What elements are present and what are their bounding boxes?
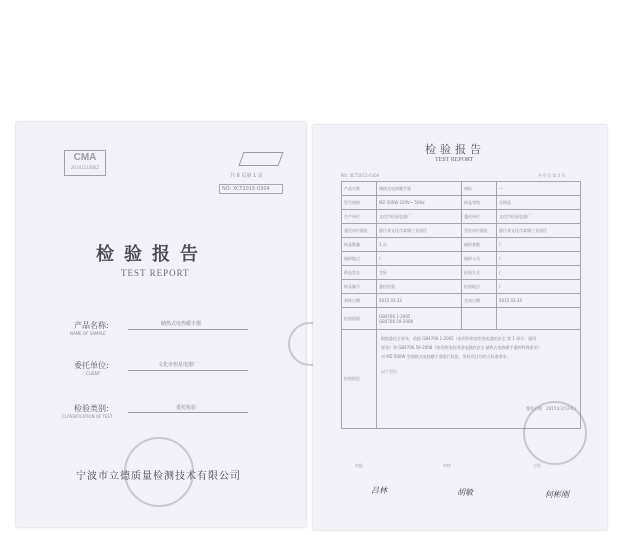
report-number: NO: XCT2015-0304: [219, 184, 283, 194]
conclusion-line: 要求》和 GB4706.59-2008《家用和类似用途电器的安全 储热式电热暖手器的特殊要求》: [381, 345, 542, 350]
cma-logo: [64, 150, 106, 176]
report-seal-stamp: [523, 401, 587, 465]
table-row: 样品状态 完好 检验方式 /: [342, 266, 581, 280]
client-value: 文化市恒星电器厂: [158, 362, 199, 368]
table-row: 检验依据 GB4706.1-2005 GB4706.59-2008: [342, 308, 581, 330]
table-row: 来样日期 2015.03.22 完成日期 2015.03.24: [342, 294, 581, 308]
signature-reviewer: 胡敏: [457, 488, 473, 497]
cma-logo-text: CMA: [73, 152, 97, 163]
cover-title-en: TEST REPORT: [121, 268, 190, 278]
test-category-value: 委托检验: [176, 405, 197, 411]
table-row: 型号规格 MZ-500W 220V~ 50Hz 样品等级 合格品: [342, 196, 581, 210]
issuing-company: 宁波市立德质量检测技术有限公司: [76, 471, 241, 482]
report-title: 检验报告: [425, 143, 485, 156]
table-row: 抽样地点 / 抽样人员 /: [342, 252, 581, 266]
report-title-en: TEST REPORT: [435, 157, 474, 163]
test-category-label: 检验类别:: [74, 404, 109, 413]
signature-inspector: 何彬刚: [545, 490, 569, 499]
table-row: 委托单位地址 浙江省文化市某镇工业园区 受检单位地址 浙江省文化市某镇工业园区: [342, 224, 581, 238]
lab-logo: [238, 152, 283, 166]
conclusion-label: 检验结论: [342, 330, 377, 429]
page-indicator: 共 6 页 第 2 页: [538, 173, 566, 178]
report-info-table: [341, 181, 581, 429]
sample-name-underline: [128, 329, 248, 330]
signature-approver: 吕林: [371, 486, 387, 495]
conclusion-line: 对 MZ-500W 型储热式电热暖手器进行检验，所检项目均符合标准要求。: [381, 354, 511, 359]
page-indicator: 共 6 页第 1 页: [230, 173, 263, 179]
test-category-label-en: CLASSIFICATION OF TEST: [62, 414, 113, 419]
conclusion-line: 以下空白: [381, 369, 397, 374]
client-label: 委托单位:: [74, 361, 109, 370]
table-row: 样品数量 1 台 抽样基数 /: [342, 238, 581, 252]
report-cover-page: [16, 122, 306, 527]
report-detail-page: [313, 125, 607, 530]
signature-role-inspect: 主检: [533, 463, 541, 468]
cover-title: 检验报告: [96, 244, 208, 265]
table-row: 样品编号 委托检验 检验地点 /: [342, 280, 581, 294]
client-underline: [128, 370, 248, 371]
report-number: NO: XCT2015-0304: [341, 173, 380, 178]
test-category-underline: [128, 412, 248, 413]
sample-name-label-en: NAME OF SAMPLE: [70, 331, 106, 336]
signature-role-review: 审核: [443, 463, 451, 468]
table-row: 产品名称 储热式电热暖手器 商标 —: [342, 182, 581, 196]
company-seal-stamp: [124, 437, 194, 507]
table-row: 生产单位 文化市恒星电器厂 委托单位 文化市恒星电器厂: [342, 210, 581, 224]
sample-name-label: 产品名称:: [74, 321, 109, 330]
signature-role-approve: 审批: [355, 463, 363, 468]
conclusion-line: 根据委托方要求，依据 GB4706.1-2005《家用和类似用途电器的安全 第 1 部分：通用: [381, 336, 537, 341]
sample-name-value: 储热式电热暖手器: [161, 321, 202, 327]
conclusion-date: 签发日期：2015年3月24日: [526, 406, 576, 411]
cma-number: 2014111080Z: [70, 165, 100, 170]
client-label-en: CLIENT: [86, 371, 101, 376]
